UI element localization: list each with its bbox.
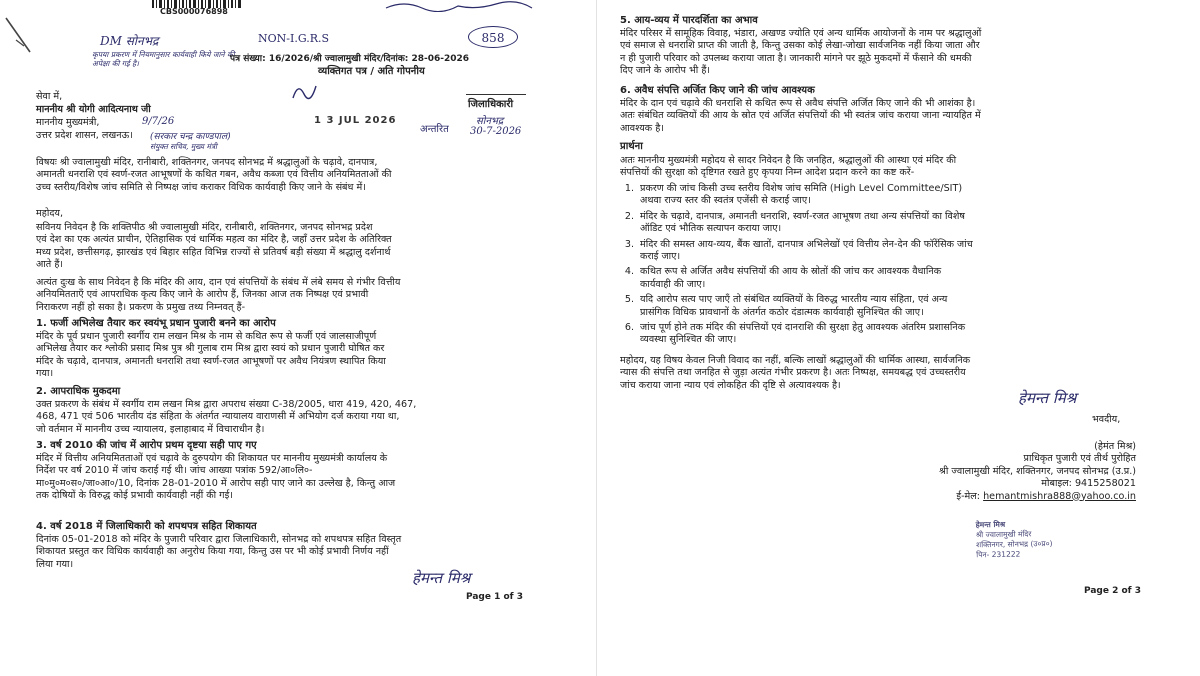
email-label: ई-मेल: <box>956 490 981 502</box>
sender-line: मोबाइल: 9415258021 <box>1041 478 1136 490</box>
prayer-intro-line: संपत्तियों की सुरक्षा को दृष्टिगत रखते हुए कृपया निम्न आदेश प्रदान करने का कष्ट करें- <box>620 167 915 179</box>
section-4-heading: 4. वर्ष 2018 में जिलाधिकारी को शपथपत्र सहित शिकायत <box>36 521 257 532</box>
section-line: एवं समाज से धनराशि प्राप्त की जाती है, किन्तु उसका कोई लेखा-जोखा सार्वजनिक नहीं किया जाता और <box>620 40 980 52</box>
transferred-mark: अन्तरित <box>420 124 449 135</box>
section-line: अतः संबंधित व्यक्तियों की आय के स्रोत एवं अर्जित संपत्तियों की भी स्वतंत्र जांच कराया जाना न्यायहित में <box>620 110 981 122</box>
prayer-intro <box>620 155 956 180</box>
page-number: Page 2 of 3 <box>1084 586 1141 596</box>
stamp-line: हेमन्त मिश्र <box>975 519 1006 530</box>
handwriting-scribble <box>384 0 534 12</box>
section-line: अभिलेख तैयार कर श्लोकी प्रसाद मिश्र पुत्र श्री गुलाब राम मिश्र द्वारा स्वयं को प्रधान पुजारी घोषित कर <box>36 343 385 355</box>
barcode-number: CBS000076898 <box>160 7 228 16</box>
section-line: जो वर्तमान में माननीय उच्च न्यायालय, इलाहाबाद में विचाराधीन है। <box>36 423 265 435</box>
prayer-item-number: 6. <box>624 322 634 334</box>
section-6-body <box>620 98 981 135</box>
section-5-heading: 5. आय-व्यय में पारदर्शिता का अभाव <box>620 15 758 26</box>
intro-line: आते हैं। <box>36 259 64 271</box>
address-line: उत्तर प्रदेश शासन, लखनऊ। <box>36 130 133 141</box>
closing-line: महोदय, यह विषय केवल निजी विवाद का नहीं, बल्कि लाखों श्रद्धालुओं की धार्मिक आस्था, सार्वजनिक <box>620 355 971 366</box>
sender-line: (हेमंत मिश्र) <box>1094 441 1136 452</box>
subject-line: अमानती धनराशि एवं स्वर्ण-रजत आभूषणों के कथित गबन, अवैध कब्जा एवं वित्तीय अनियमितताओं की <box>36 169 392 181</box>
prayer-item <box>620 211 973 236</box>
letter-page-1 <box>0 0 597 676</box>
prayer-item-line: व्यवस्था सुनिश्चित की जाए। <box>640 334 737 346</box>
section-1-heading: 1. फर्जी अभिलेख तैयार कर स्वयंभू प्रधान पुजारी बनने का आरोप <box>36 318 276 329</box>
handwritten-official-name: (सरकार चन्द्र काण्डपाल) <box>150 132 231 142</box>
stamp-line: शक्तिनगर, सोनभद्र (उ०प्र०) <box>976 538 1053 550</box>
facts-paragraph <box>36 277 400 314</box>
sender-line: प्राधिकृत पुजारी एवं तीर्थ पुरोहित <box>1023 453 1136 465</box>
section-line: लिया गया। <box>36 558 74 570</box>
prayer-item-number: 4. <box>624 266 634 278</box>
section-line: 468, 471 एवं 506 भारतीय दंड संहिता के अंतर्गत न्यायालय वाराणसी में अभियोग दर्ज कराया गया था, <box>36 411 400 423</box>
section-line: निर्देश पर वर्ष 2010 में जांच कराई गई थी। जांच आख्या पत्रांक 592/आ०लि०- <box>36 465 313 477</box>
intro-paragraph <box>36 222 392 272</box>
prayer-item-line: प्रासंगिक विधिक प्रावधानों के अंतर्गत कठोर दंडात्मक कार्यवाही सुनिश्चित की जाए। <box>640 306 924 318</box>
prayer-item <box>620 239 973 264</box>
valediction: भवदीय, <box>1092 414 1121 425</box>
prayer-item-line: जांच पूर्ण होने तक मंदिर की संपत्तियों एवं दानराशि की सुरक्षा हेतु आवश्यक अंतरिम प्रशासनिक <box>640 322 966 334</box>
letter-number: पत्र संख्या: 16/2026/श्री ज्वालामुखी मंदिर/दिनांक: 28-06-2026 <box>230 54 470 64</box>
dm-stamp-underline <box>466 94 526 95</box>
receipt-number-oval <box>468 26 518 48</box>
section-2-body <box>36 399 416 436</box>
subject-block <box>36 157 391 194</box>
section-line: मंदिर के चढ़ावे, दानपात्र, अमानती धनराशि तथा स्वर्ण-रजत आभूषणों पर अवैध नियंत्रण स्थापित किया <box>36 355 386 367</box>
prayer-item-number: 5. <box>624 294 634 306</box>
handwritten-district: सोनभद्र <box>476 116 504 127</box>
confidential-label: व्यक्तिगत पत्र / अति गोपनीय <box>318 66 425 77</box>
prayer-item-line: मंदिर की समस्त आय-व्यय, बैंक खातों, दानपात्र अभिलेखों एवं वित्तीय लेन-देन की फॉरेंसिक जांच <box>640 238 973 250</box>
section-line: शिकायत प्रस्तुत कर विधिक कार्यवाही का अनुरोध किया गया, किन्तु उस पर भी कोई प्रभावी निर्णय नहीं <box>36 546 389 558</box>
intro-line: सविनय निवेदन है कि शक्तिपीठ श्री ज्वालामुखी मंदिर, रानीबारी, शक्तिनगर, जनपद सोनभद्र प्रदेश <box>36 222 373 233</box>
non-igrs-mark: NON-I.G.R.S <box>258 32 330 45</box>
section-line: उक्त प्रकरण के संबंध में स्वर्गीय राम लखन मिश्र द्वारा अपराध संख्या C-38/2005, धारा 419, 420, 467, <box>36 399 417 410</box>
signature: हेमन्त मिश्र <box>1018 389 1077 407</box>
section-line: गया। <box>36 368 54 380</box>
closing-line: जांच कराया जाना न्याय एवं लोकहित की दृष्टि से अत्यावश्यक है। <box>620 379 841 391</box>
section-line: न ही पुजारी परिवार को उपलब्ध कराया जाता है। जानकारी मांगने पर झूठे मुकदमों में फँसाने की धमकी <box>620 52 972 64</box>
facts-line: अनियमितताएँ एवं आपराधिक कृत्य किए जाने के आरोप हैं, जिनका आज तक निष्पक्ष एवं प्रभावी <box>36 289 369 301</box>
salutation: महोदय, <box>36 208 64 219</box>
section-line: मंदिर के पूर्व प्रधान पुजारी स्वर्गीय राम लखन मिश्र के नाम से कथित रूप से फर्जी एवं जालसाजीपूर्ण <box>36 331 377 342</box>
address-line: सेवा में, <box>36 91 63 102</box>
address-line: माननीय श्री योगी आदित्यनाथ जी <box>36 104 151 115</box>
section-line: आवश्यक है। <box>620 122 664 134</box>
subject-line: उच्च स्तरीय/विशेष जांच समिति से निष्पक्ष जांच कराकर विधिक कार्यवाही किए जाने के संबंध में। <box>36 181 366 193</box>
section-3-body <box>36 453 395 503</box>
prayer-item-number: 2. <box>624 210 634 222</box>
page-number: Page 1 of 3 <box>466 592 523 602</box>
section-line: मंदिर में वित्तीय अनियमितताओं एवं चढ़ावे के दुरुपयोग की शिकायत पर माननीय मुख्यमंत्री कार्यालय के <box>36 453 388 464</box>
handwritten-forwarding-note: कृपया प्रकरण में नियमानुसार कार्यवाही किये जाने की अपेक्षा की गई है। <box>92 50 235 68</box>
section-5-body <box>620 28 981 78</box>
section-6-heading: 6. अवैध संपत्ति अर्जित किए जाने की जांच आवश्यक <box>620 85 815 96</box>
closing-paragraph <box>620 355 970 392</box>
facts-line: अत्यंत दुःख के साथ निवेदन है कि मंदिर की आय, दान एवं संपत्तियों के संबंध में लंबे समय से गंभीर वित्तीय <box>36 277 401 288</box>
prayer-item-line: कार्यवाही की जाए। <box>640 278 706 290</box>
section-line: दिनांक 05-01-2018 को मंदिर के पुजारी परिवार द्वारा जिलाधिकारी, सोनभद्र को शपथपत्र सहित विस्तृत <box>36 534 402 545</box>
prayer-item-line: ऑडिट एवं भौतिक सत्यापन कराया जाए। <box>640 223 782 235</box>
handwritten-date: 9/7/26 <box>142 116 175 127</box>
address-line: माननीय मुख्यमंत्री, <box>36 117 100 128</box>
section-line: मंदिर के दान एवं चढ़ावे की धनराशि से कथित रूप से अवैध संपत्ति अर्जित किए जाने की भी आशंका है। <box>620 98 976 109</box>
handwritten-date-2: 30-7-2026 <box>470 126 522 137</box>
prayer-heading: प्रार्थना <box>620 141 643 152</box>
section-1-body <box>36 331 386 381</box>
prayer-item <box>620 183 973 208</box>
subject-line: विषयः श्री ज्वालामुखी मंदिर, रानीबारी, शक्तिनगर, जनपद सोनभद्र में श्रद्धालुओं के चढ़ावे, दानपात्र, <box>36 157 378 168</box>
closing-line: न्यास की संपत्ति तथा जनहित से जुड़ा अत्यंत गंभीर प्रकरण है। अतः निष्पक्ष, समयबद्ध एवं उच्चस्तरीय <box>620 367 966 379</box>
prayer-item-line: प्रकरण की जांच किसी उच्च स्तरीय विशेष जांच समिति (High Level Committee/SIT) <box>640 183 963 194</box>
prayer-item-number: 3. <box>624 238 634 250</box>
prayer-item-line: मंदिर के चढ़ावे, दानपात्र, अमानती धनराशि, स्वर्ण-रजत आभूषण तथा अन्य संपत्तियों का विशेष <box>640 210 965 222</box>
stamp-line: पिन- 231222 <box>976 549 1021 560</box>
section-line: मा०मु०म०स०/जा०आ०/10, दिनांक 28-01-2010 में आरोप सही पाए जाने का उल्लेख है, किन्तु आज <box>36 477 396 489</box>
prayer-item <box>620 294 973 319</box>
section-3-heading: 3. वर्ष 2010 की जांच में आरोप प्रथम दृष्टया सही पाए गए <box>36 440 257 451</box>
section-2-heading: 2. आपराधिक मुकदमा <box>36 386 121 397</box>
intro-line: एवं देश का एक अत्यंत प्राचीन, ऐतिहासिक एवं धार्मिक महत्व का मंदिर है, जहाँ उत्तर प्रदेश के अतिरिक्त <box>36 234 392 246</box>
stamp-line: श्री ज्वालामुखी मंदिर <box>975 529 1032 540</box>
prayer-item-line: कथित रूप से अर्जित अवैध संपत्तियों की आय के स्रोतों की जांच कर आवश्यक वैधानिक <box>640 266 942 278</box>
facts-line: निराकरण नहीं हो सका है। प्रकरण के प्रमुख तथ्य निम्नवत् हैं- <box>36 301 246 313</box>
prayer-item <box>620 322 973 347</box>
intro-line: मध्य प्रदेश, छत्तीसगढ़, झारखंड एवं बिहार सहित विभिन्न राज्यों से प्रतिवर्ष बड़ी संख्या में श्रद्धालु दर्शनार्थ <box>36 246 391 258</box>
section-line: मंदिर परिसर में सामूहिक विवाह, भंडारा, अखण्ड ज्योति एवं अन्य धार्मिक आयोजनों के नाम पर श्रद्धालुओं <box>620 28 982 39</box>
receipt-number: 858 <box>481 31 505 45</box>
prayer-item-number: 1. <box>624 183 634 194</box>
dm-stamp: जिलाधिकारी <box>468 99 514 110</box>
section-line: तक दोषियों के विरुद्ध कोई प्रभावी कार्यवाही नहीं की गई। <box>36 490 233 502</box>
signature: हेमन्त मिश्र <box>412 569 471 587</box>
section-4-body <box>36 534 401 571</box>
handwritten-designation: संयुक्त सचिव, मुख्य मंत्री <box>150 142 217 151</box>
rubber-stamp <box>976 518 1127 561</box>
corner-mark <box>4 14 34 54</box>
date-stamp: 1 3 JUL 2026 <box>314 115 397 126</box>
sender-line: श्री ज्वालामुखी मंदिर, शक्तिनगर, जनपद सोनभद्र (उ.प्र.) <box>939 465 1136 477</box>
email-link[interactable]: hemantmishra888@yahoo.co.in <box>983 490 1136 502</box>
prayer-item-line: अथवा राज्य स्तर की स्वतंत्र एजेंसी से कराई जाए। <box>640 195 811 207</box>
prayer-list <box>620 183 973 347</box>
letter-page-2 <box>598 0 1200 676</box>
prayer-intro-line: अतः माननीय मुख्यमंत्री महोदय से सादर निवेदन है कि जनहित, श्रद्धालुओं की आस्था एवं मंदिर की <box>620 155 957 166</box>
initials-scribble <box>290 80 320 104</box>
sender-block <box>850 441 1136 503</box>
prayer-item-line: यदि आरोप सत्य पाए जाएँ तो संबंधित व्यक्तियों के विरुद्ध भारतीय न्याय संहिता, एवं अन्य <box>640 294 948 306</box>
prayer-item <box>620 266 973 291</box>
section-line: दिए जाने के आरोप भी हैं। <box>620 65 711 77</box>
email-row <box>850 491 1136 503</box>
prayer-item-line: कराई जाए। <box>640 251 681 263</box>
handwritten-addressee: DM सोनभद्र <box>100 34 159 48</box>
